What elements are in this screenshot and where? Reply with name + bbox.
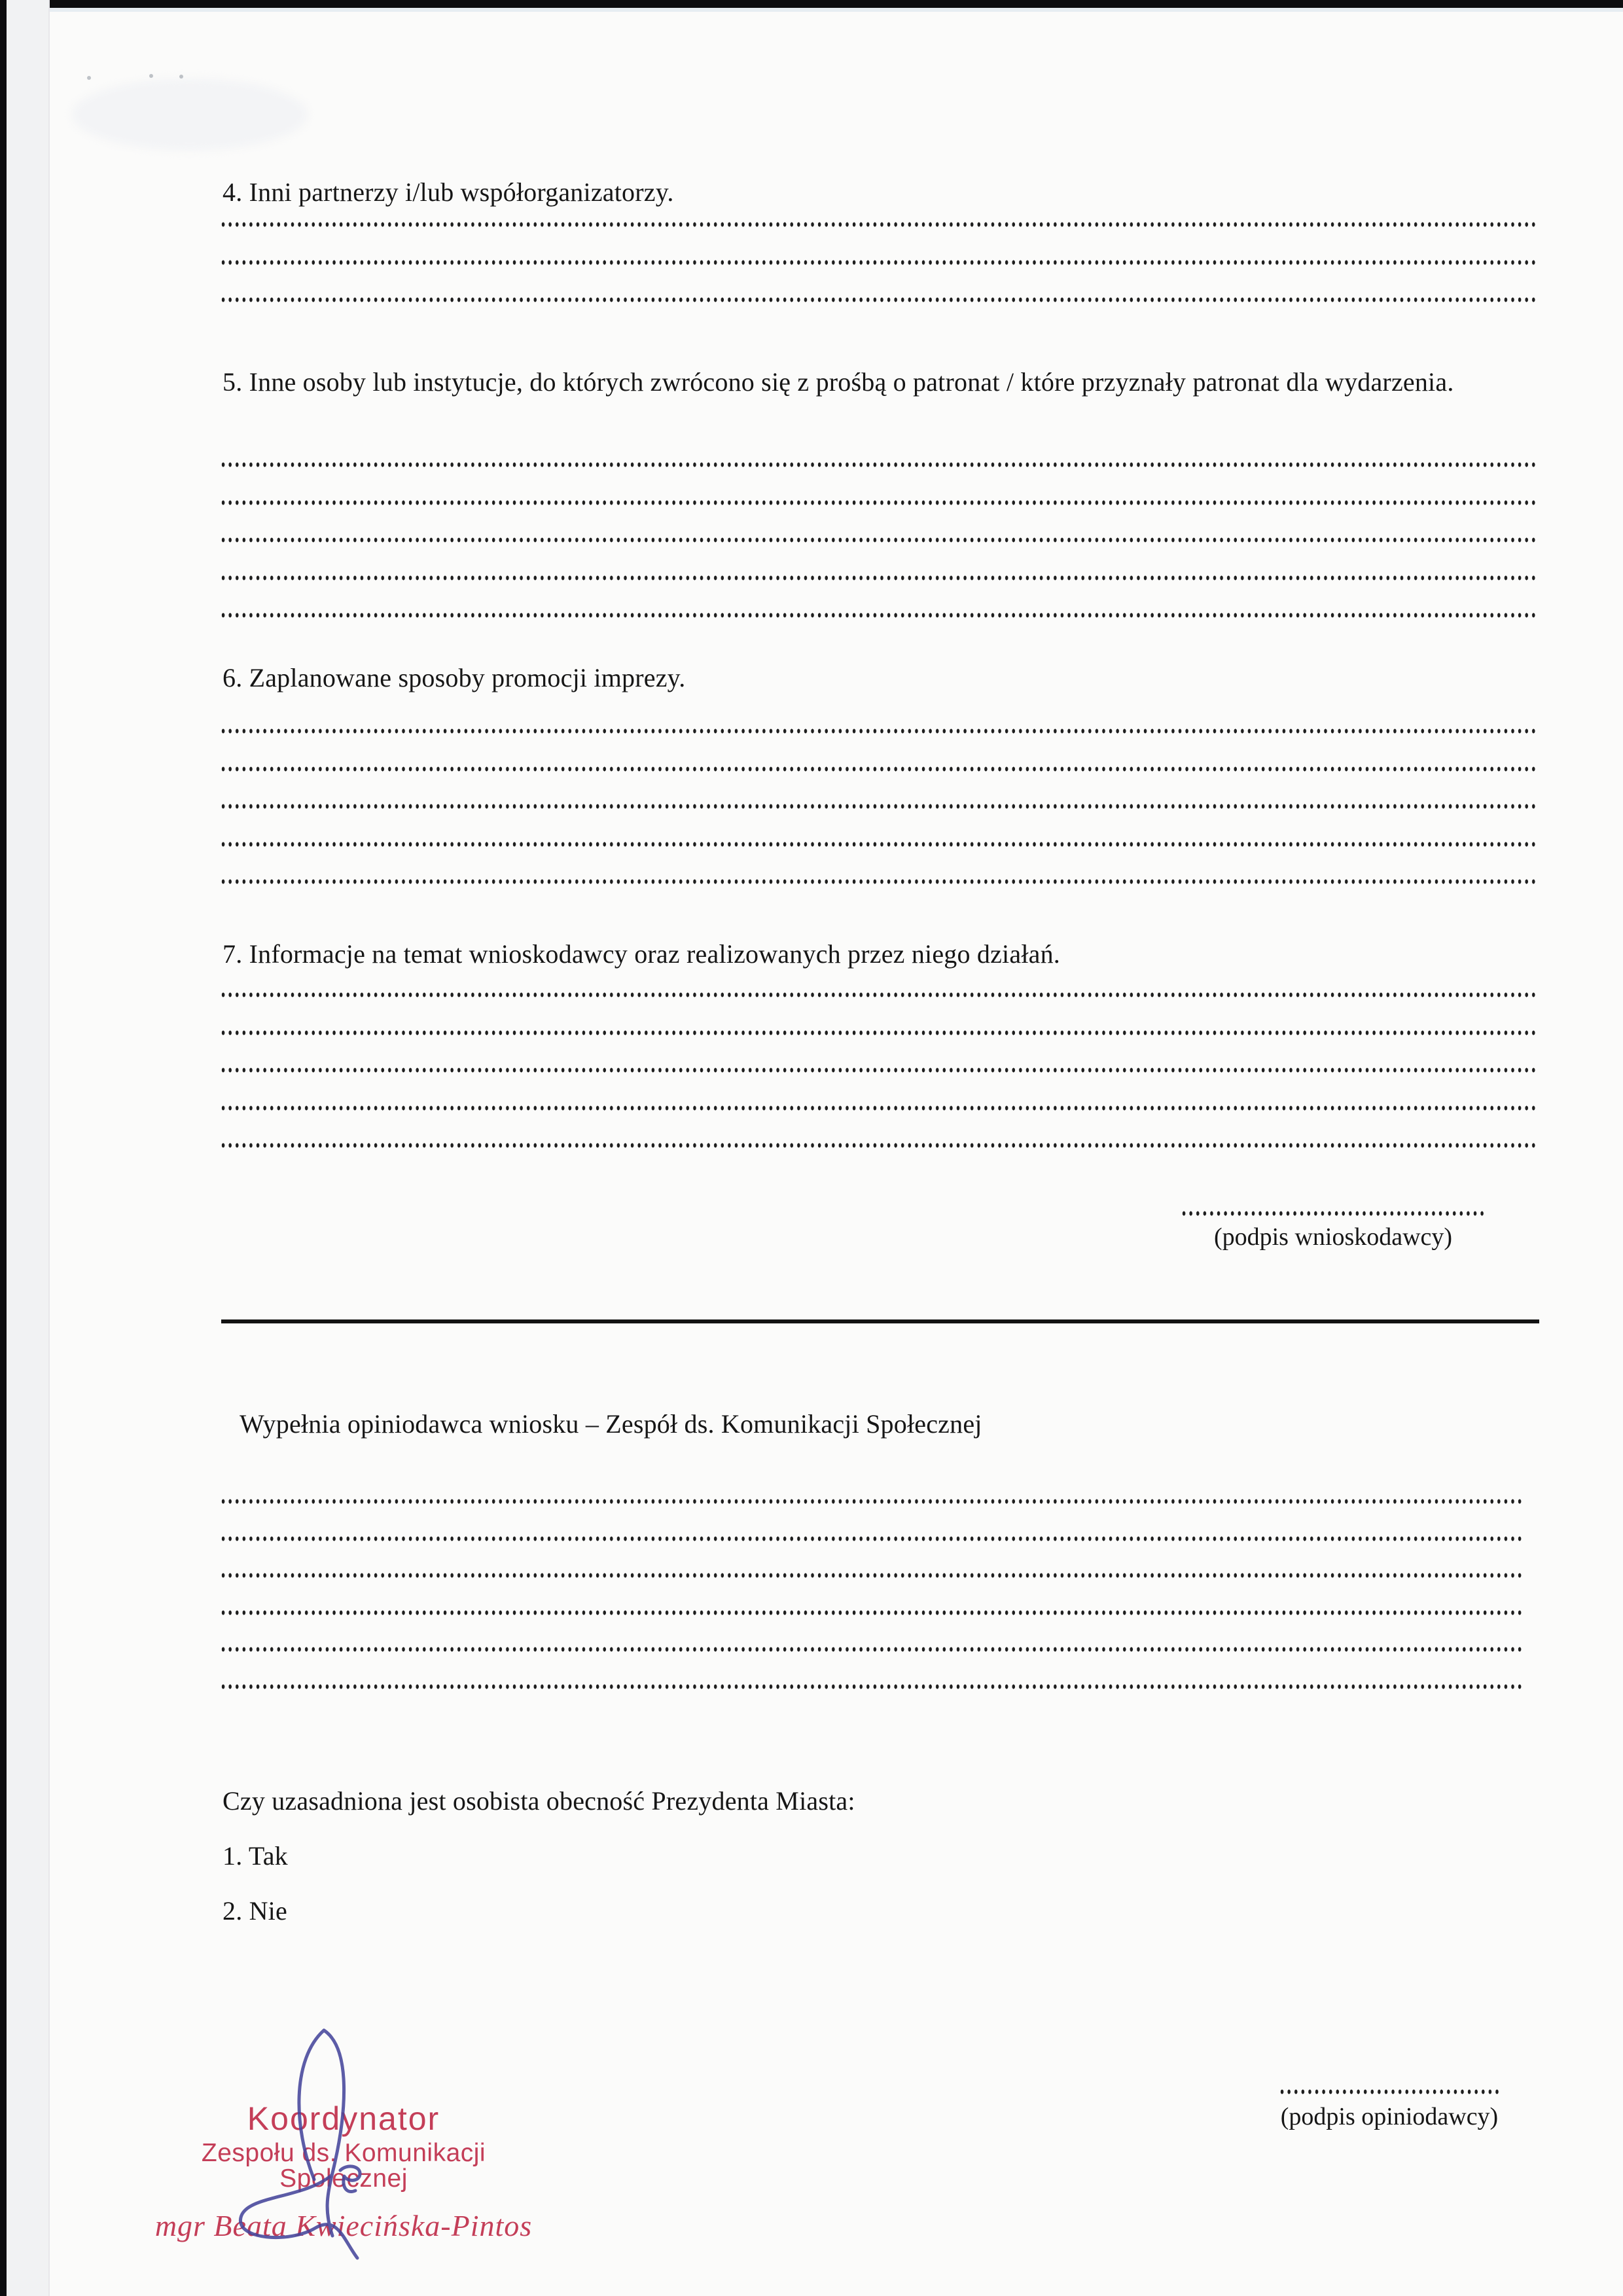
scan-edge-top: [0, 0, 1623, 8]
scan-edge-left: [0, 0, 7, 2296]
dotted-fill-line: [221, 992, 1538, 997]
presence-option-yes: 1. Tak: [223, 1841, 288, 1871]
stamp-unit: Zespołu ds. Komunikacji Społecznej: [201, 2139, 486, 2193]
dotted-fill-line: [221, 575, 1538, 581]
scan-speck: [87, 76, 91, 80]
section-6-heading: 6. Zaplanowane sposoby promocji imprezy.: [223, 663, 686, 692]
applicant-signature-caption: (podpis wnioskodawcy): [1213, 1223, 1453, 1251]
scan-smudge: [72, 79, 308, 151]
section-5-fill-lines: [221, 462, 1538, 651]
stamp-person-name: mgr Beata Kwiecińska-Pintos: [154, 2209, 533, 2242]
section-4-heading: 4. Inni partnerzy i/lub współorganizatorzy.: [223, 177, 674, 207]
dotted-fill-line: [221, 1067, 1538, 1073]
section-divider-rule: [221, 1319, 1539, 1323]
section-4-fill-lines: [221, 222, 1538, 335]
dotted-fill-line: [221, 766, 1538, 772]
signature-ink-strokes: [240, 2030, 360, 2258]
section-7-heading: 7. Informacje na temat wnioskodawcy oraz realizowanych przez niego działań.: [223, 939, 1060, 969]
scan-edge-top-halo: [0, 8, 1623, 12]
section-7-fill-lines: [221, 992, 1538, 1181]
reviewer-fill-lines: [221, 1499, 1524, 1721]
dotted-fill-line: [221, 462, 1538, 467]
dotted-fill-line: [221, 1143, 1538, 1148]
presence-question: Czy uzasadniona jest osobista obecność Prezydenta Miasta:: [223, 1786, 855, 1816]
dotted-fill-line: [221, 297, 1538, 302]
presence-option-no: 2. Nie: [223, 1896, 287, 1926]
stamp-title: Koordynator: [247, 2100, 440, 2137]
dotted-fill-line: [221, 1030, 1538, 1035]
dotted-fill-line: [221, 1499, 1524, 1504]
scan-speck: [149, 74, 153, 78]
dotted-fill-line: [221, 613, 1538, 618]
dotted-fill-line: [221, 1536, 1524, 1541]
section-6-fill-lines: [221, 728, 1538, 917]
dotted-fill-line: [221, 1105, 1538, 1111]
dotted-fill-line: [221, 804, 1538, 809]
reviewer-signature-caption: (podpis opiniodawcy): [1280, 2103, 1499, 2130]
reviewer-block-heading: Wypełnia opiniodawca wniosku – Zespół ds. Komunikacji Społecznej: [240, 1409, 982, 1439]
dotted-fill-line: [221, 500, 1538, 505]
dotted-fill-line: [221, 1610, 1524, 1615]
dotted-fill-line: [221, 842, 1538, 847]
dotted-fill-line: [221, 728, 1538, 734]
section-5-heading: 5. Inne osoby lub instytucje, do których zwrócono się z prośbą o patronat / które przyznały patronat dla wydarzenia.: [223, 367, 1454, 397]
scan-gutter-left: [7, 0, 50, 2296]
handwritten-signature: [216, 2008, 386, 2270]
dotted-fill-line: [221, 222, 1538, 227]
reviewer-signature-line: [1280, 2089, 1499, 2094]
dotted-fill-line: [221, 1573, 1524, 1578]
applicant-signature-line: [1182, 1211, 1484, 1216]
dotted-fill-line: [221, 1647, 1524, 1652]
dotted-fill-line: [221, 260, 1538, 265]
dotted-fill-line: [221, 1684, 1524, 1689]
scan-speck: [179, 75, 183, 79]
dotted-fill-line: [221, 537, 1538, 543]
dotted-fill-line: [221, 879, 1538, 884]
